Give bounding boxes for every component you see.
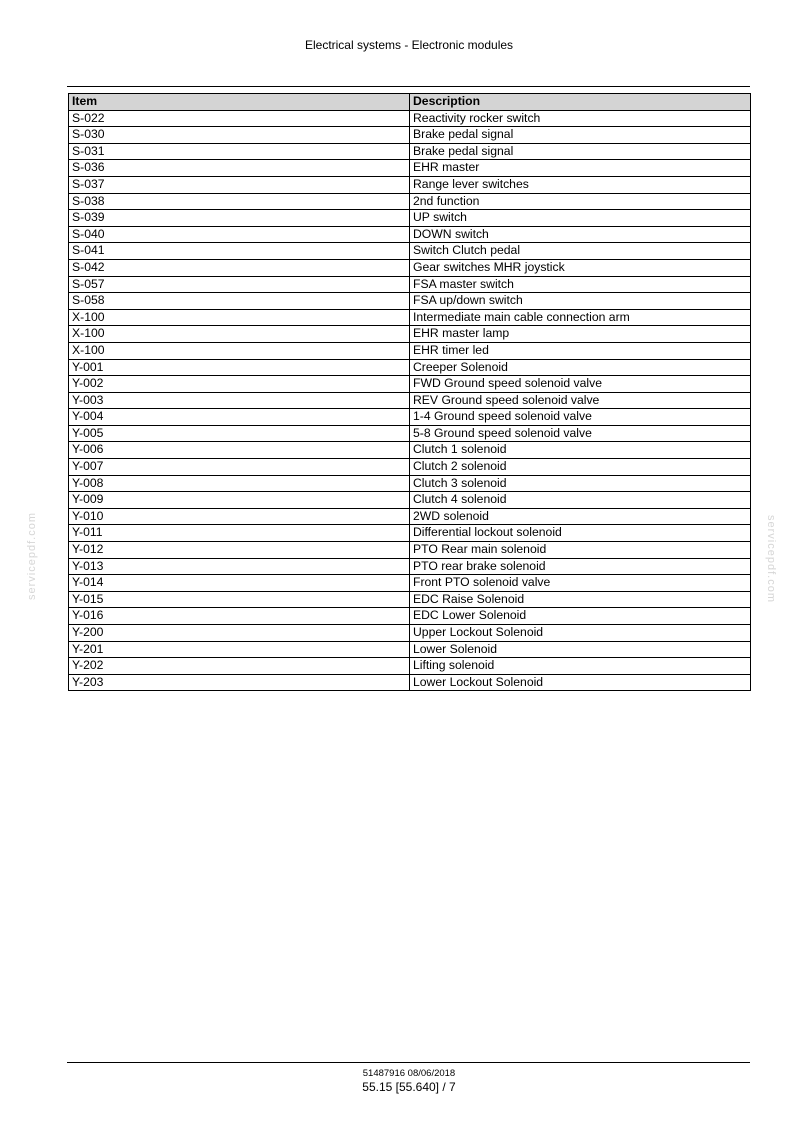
description-cell: Clutch 3 solenoid [410, 475, 751, 492]
description-cell: 5-8 Ground speed solenoid valve [410, 425, 751, 442]
item-cell: Y-011 [69, 525, 410, 542]
item-cell: Y-203 [69, 674, 410, 691]
table-row [69, 309, 751, 326]
description-cell: Creeper Solenoid [410, 359, 751, 376]
column-header-description: Description [410, 94, 751, 111]
description-cell: EHR timer led [410, 342, 751, 359]
item-cell: Y-003 [69, 392, 410, 409]
table-row [69, 342, 751, 359]
item-cell: Y-201 [69, 641, 410, 658]
table-row [69, 276, 751, 293]
item-cell: S-037 [69, 176, 410, 193]
item-cell: Y-006 [69, 442, 410, 459]
table-row [69, 508, 751, 525]
item-cell: Y-013 [69, 558, 410, 575]
description-cell: FSA master switch [410, 276, 751, 293]
watermark-right: servicepdf.com [764, 515, 777, 603]
description-cell: Front PTO solenoid valve [410, 575, 751, 592]
table-body [69, 110, 751, 691]
description-cell: FSA up/down switch [410, 293, 751, 310]
table-row [69, 442, 751, 459]
description-cell: Reactivity rocker switch [410, 110, 751, 127]
table-row [69, 425, 751, 442]
table-row [69, 459, 751, 476]
description-cell: 1-4 Ground speed solenoid valve [410, 409, 751, 426]
table-row [69, 376, 751, 393]
table-row [69, 226, 751, 243]
table-row [69, 409, 751, 426]
item-cell: Y-015 [69, 591, 410, 608]
item-cell: Y-001 [69, 359, 410, 376]
item-cell: S-040 [69, 226, 410, 243]
description-cell: Brake pedal signal [410, 127, 751, 144]
description-cell: Brake pedal signal [410, 143, 751, 160]
table-row [69, 259, 751, 276]
description-cell: Upper Lockout Solenoid [410, 625, 751, 642]
table-row [69, 625, 751, 642]
footer-document-code: 51487916 08/06/2018 [362, 1068, 456, 1079]
item-cell: Y-005 [69, 425, 410, 442]
description-cell: Gear switches MHR joystick [410, 259, 751, 276]
description-cell: 2nd function [410, 193, 751, 210]
description-cell: PTO Rear main solenoid [410, 542, 751, 559]
table-row [69, 392, 751, 409]
table-row [69, 608, 751, 625]
table-row [69, 110, 751, 127]
item-cell: Y-010 [69, 508, 410, 525]
table-header-row [69, 94, 751, 111]
watermark-left: servicepdf.com [25, 512, 38, 600]
table-row [69, 492, 751, 509]
description-cell: REV Ground speed solenoid valve [410, 392, 751, 409]
description-cell: EDC Raise Solenoid [410, 591, 751, 608]
item-cell: S-057 [69, 276, 410, 293]
column-header-item: Item [69, 94, 410, 111]
description-cell: Lower Solenoid [410, 641, 751, 658]
table-row [69, 525, 751, 542]
description-cell: PTO rear brake solenoid [410, 558, 751, 575]
parts-table [68, 93, 751, 691]
table-row [69, 176, 751, 193]
table-row [69, 127, 751, 144]
header-divider [67, 86, 750, 87]
table-row [69, 475, 751, 492]
description-cell: EDC Lower Solenoid [410, 608, 751, 625]
item-cell: Y-008 [69, 475, 410, 492]
item-cell: S-058 [69, 293, 410, 310]
description-cell: 2WD solenoid [410, 508, 751, 525]
item-cell: Y-009 [69, 492, 410, 509]
table-row [69, 591, 751, 608]
item-cell: S-036 [69, 160, 410, 177]
description-cell: DOWN switch [410, 226, 751, 243]
table-row [69, 210, 751, 227]
table-row [69, 641, 751, 658]
item-cell: Y-007 [69, 459, 410, 476]
item-cell: Y-004 [69, 409, 410, 426]
description-cell: FWD Ground speed solenoid valve [410, 376, 751, 393]
table-row [69, 143, 751, 160]
table-row [69, 359, 751, 376]
description-cell: EHR master lamp [410, 326, 751, 343]
footer-page-reference: 55.15 [55.640] / 7 [362, 1080, 456, 1094]
description-cell: Clutch 1 solenoid [410, 442, 751, 459]
item-cell: Y-012 [69, 542, 410, 559]
table-row [69, 293, 751, 310]
table-row [69, 575, 751, 592]
description-cell: Switch Clutch pedal [410, 243, 751, 260]
table-row [69, 542, 751, 559]
item-cell: S-022 [69, 110, 410, 127]
description-cell: Intermediate main cable connection arm [410, 309, 751, 326]
item-cell: Y-202 [69, 658, 410, 675]
table-row [69, 243, 751, 260]
description-cell: Clutch 2 solenoid [410, 459, 751, 476]
description-cell: Lower Lockout Solenoid [410, 674, 751, 691]
table-row [69, 658, 751, 675]
table-row [69, 326, 751, 343]
description-cell: Range lever switches [410, 176, 751, 193]
item-cell: X-100 [69, 342, 410, 359]
description-cell: UP switch [410, 210, 751, 227]
item-cell: Y-002 [69, 376, 410, 393]
item-cell: S-030 [69, 127, 410, 144]
item-cell: Y-200 [69, 625, 410, 642]
description-cell: Lifting solenoid [410, 658, 751, 675]
table-row [69, 160, 751, 177]
description-cell: Differential lockout solenoid [410, 525, 751, 542]
item-cell: Y-014 [69, 575, 410, 592]
item-cell: X-100 [69, 326, 410, 343]
footer-divider [67, 1062, 750, 1063]
item-cell: S-038 [69, 193, 410, 210]
item-cell: S-039 [69, 210, 410, 227]
table-row [69, 674, 751, 691]
item-cell: X-100 [69, 309, 410, 326]
item-cell: Y-016 [69, 608, 410, 625]
table-row [69, 558, 751, 575]
item-cell: S-041 [69, 243, 410, 260]
page-header-title: Electrical systems - Electronic modules [304, 38, 514, 52]
table-row [69, 193, 751, 210]
item-cell: S-031 [69, 143, 410, 160]
description-cell: EHR master [410, 160, 751, 177]
description-cell: Clutch 4 solenoid [410, 492, 751, 509]
item-cell: S-042 [69, 259, 410, 276]
